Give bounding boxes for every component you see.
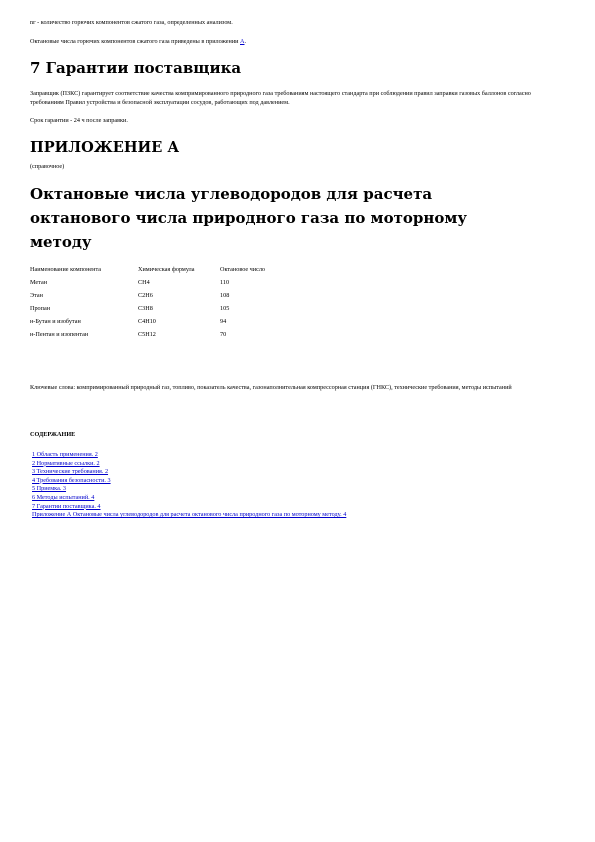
appendix-note: (справочное)	[30, 163, 65, 170]
table-cell: C5H12	[138, 331, 156, 338]
toc-link[interactable]: 7 Гарантии поставщика. 4	[32, 502, 101, 510]
table-row	[30, 279, 310, 292]
toc-link[interactable]: 6 Методы испытаний. 4	[32, 493, 95, 501]
punctuation: .	[244, 38, 247, 45]
table-row	[30, 331, 310, 344]
octane-table	[30, 266, 310, 344]
table-cell: Этан	[30, 292, 43, 299]
table-header-row	[30, 266, 310, 279]
table-cell: н-Бутан и изобутан	[30, 318, 81, 325]
table-cell: н-Пентан и изопентан	[30, 331, 89, 338]
text-line	[30, 37, 570, 46]
table-cell: Метан	[30, 279, 48, 286]
section-7-heading: 7 Гарантии поставщика	[30, 59, 242, 77]
section-7-paragraph: Заправщик (ПЗКС) гарантирует соответствие качества компримированного природного газа требованиям настоящего стандарта при соблюдении правил заправки газовых баллонов согласно требованиям Правил устройства и безопасной эксплуатации сосудов, работающих под давлением.	[30, 90, 531, 106]
appendix-reference-text: Октановые числа горючих компонентов сжатого газа приведены в приложении	[30, 38, 239, 45]
toc-title: СОДЕРЖАНИЕ	[30, 431, 76, 438]
table-cell: 110	[220, 279, 230, 286]
column-header: Октановое число	[220, 266, 266, 273]
text-line: nг - количество горючих компонентов сжатого газа, определенных анализом.	[30, 19, 233, 26]
table-cell: 94	[220, 318, 227, 325]
appendix-title: ПРИЛОЖЕНИЕ А	[30, 139, 180, 156]
toc-link[interactable]: 1 Область применения. 2	[32, 451, 98, 458]
toc-link[interactable]: 3 Технические требования. 2	[32, 468, 109, 476]
table-row	[30, 318, 310, 331]
table-row	[30, 305, 310, 318]
table-cell: Пропан	[30, 305, 51, 312]
toc-link[interactable]: 2 Нормативные ссылки. 2	[32, 459, 100, 467]
table-cell: C3H8	[138, 305, 153, 312]
toc-link[interactable]: 5 Приемка. 3	[32, 485, 67, 493]
table-cell: 108	[220, 292, 230, 299]
toc-link[interactable]: Приложение А Октановые числа углеводородов для расчета октанового числа природного газа по моторному методу. 4	[32, 511, 347, 519]
table-cell: 105	[220, 305, 230, 312]
column-header: Химическая формула	[138, 266, 195, 273]
appendix-heading: Октановые числа углеводородов для расчета октанового числа природного газа по моторному методу	[30, 185, 467, 251]
appendix-a-link[interactable]: А	[240, 38, 245, 45]
table-of-contents	[30, 451, 462, 520]
table-cell: C4H10	[138, 318, 156, 325]
table-row	[30, 292, 310, 305]
keywords-text: Ключевые слова: компримированный природный газ, топливо, показатель качества, газонаполнительная компрессорная станция (ГНКС), технические требования, методы испытаний	[30, 384, 512, 391]
warranty-text: Срок гарантии - 24 ч после заправки.	[30, 117, 128, 124]
table-cell: CH4	[138, 279, 150, 286]
document-page	[30, 18, 570, 520]
toc-link[interactable]: 4 Требования безопасности. 3	[32, 476, 111, 484]
table-cell: 70	[220, 331, 227, 338]
table-cell: C2H6	[138, 292, 153, 299]
column-header: Наименование компонента	[30, 266, 101, 273]
